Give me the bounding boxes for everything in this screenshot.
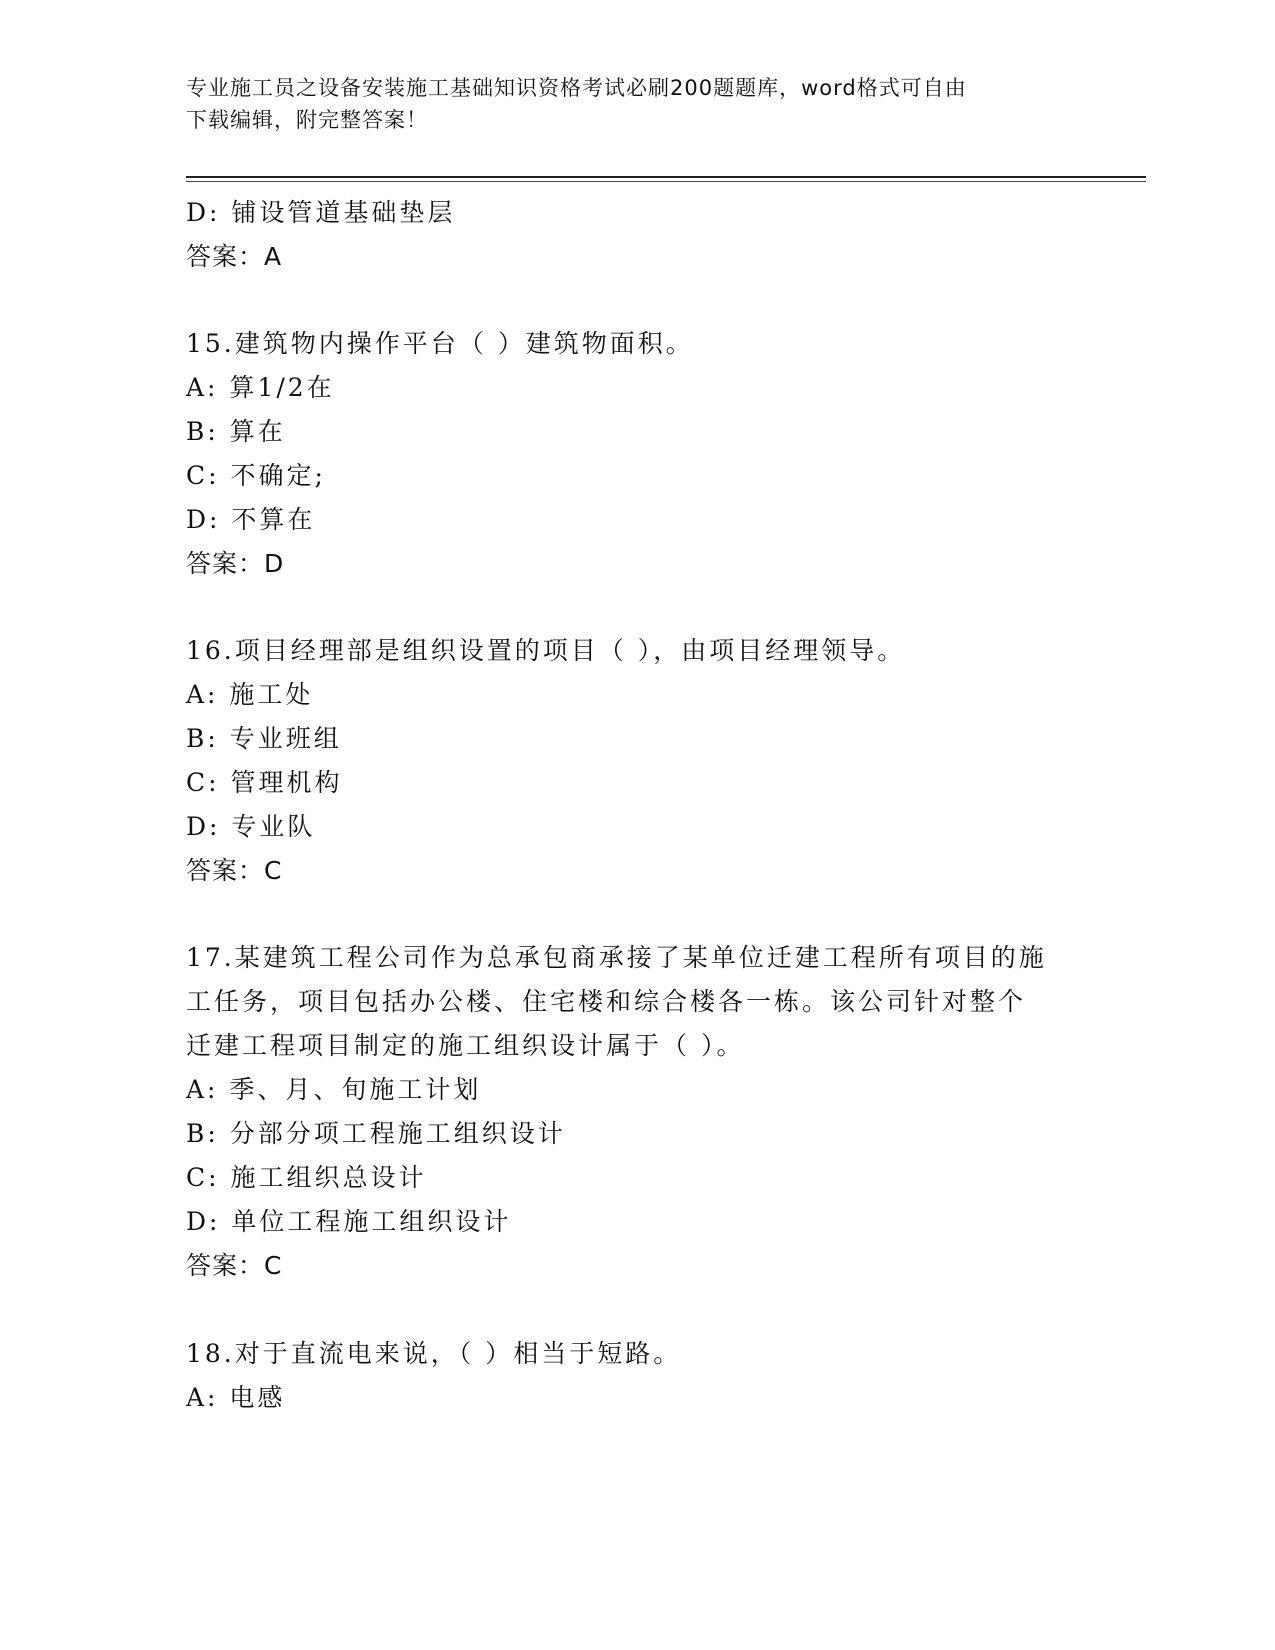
q15-option-b: B: 算在 xyxy=(186,417,286,446)
q16-option-a: A: 施工处 xyxy=(186,680,314,709)
q15-option-d: D: 不算在 xyxy=(186,505,316,534)
q17-option-b: B: 分部分项工程施工组织设计 xyxy=(186,1119,566,1148)
q17-stem-line-3: 迁建工程项目制定的施工组织设计属于（ ）。 xyxy=(186,1031,745,1060)
q16-option-c: C: 管理机构 xyxy=(186,768,343,797)
q16-option-d: D: 专业队 xyxy=(186,812,316,841)
q16-answer: 答案：C xyxy=(186,856,283,885)
q15-option-a: A: 算1/2在 xyxy=(186,373,335,402)
q17-option-a: A: 季、月、旬施工计划 xyxy=(186,1075,482,1104)
q17-option-d: D: 单位工程施工组织设计 xyxy=(186,1207,512,1236)
header-divider-thick xyxy=(186,176,1146,178)
q18-stem: 18.对于直流电来说，（ ）相当于短路。 xyxy=(186,1339,682,1368)
q16-stem: 16.项目经理部是组织设置的项目（ ），由项目经理领导。 xyxy=(186,636,906,665)
header-title-line-2: 下载编辑，附完整答案！ xyxy=(186,108,428,132)
q14-option-d: D: 铺设管道基础垫层 xyxy=(186,198,456,227)
q16-option-b: B: 专业班组 xyxy=(186,724,342,753)
q17-stem-line-1: 17.某建筑工程公司作为总承包商承接了某单位迁建工程所有项目的施 xyxy=(186,943,1047,972)
q17-option-c: C: 施工组织总设计 xyxy=(186,1163,427,1192)
q17-stem-line-2: 工任务，项目包括办公楼、住宅楼和综合楼各一栋。该公司针对整个 xyxy=(186,987,1027,1016)
q15-stem: 15.建筑物内操作平台（ ）建筑物面积。 xyxy=(186,329,694,358)
header-title-line-1: 专业施工员之设备安装施工基础知识资格考试必刷200题题库，word格式可自由 xyxy=(186,76,967,100)
q14-answer: 答案：A xyxy=(186,242,283,271)
header-divider-thin xyxy=(186,181,1146,182)
document-header xyxy=(186,72,1066,136)
q15-option-c: C: 不确定; xyxy=(186,461,326,490)
q15-answer: 答案：D xyxy=(186,549,285,578)
q17-answer: 答案：C xyxy=(186,1251,283,1280)
q18-option-a: A: 电感 xyxy=(186,1383,286,1412)
